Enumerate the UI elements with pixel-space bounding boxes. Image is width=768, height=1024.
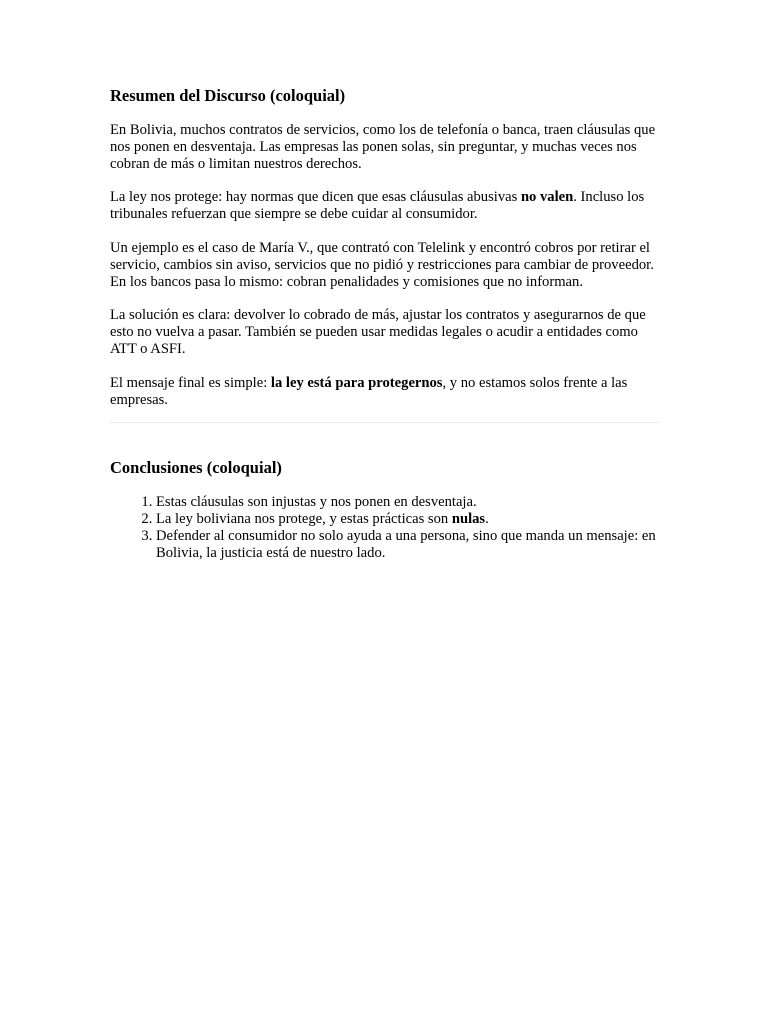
conclusions-item-3-text: Defender al consumidor no solo ayuda a una persona, sino que manda un mensaje: en Bolivia, la justicia está de nuestro lado. [156, 527, 656, 561]
conclusions-list-item-2 [156, 511, 660, 528]
conclusions-item-2-text-end: . [485, 511, 489, 528]
summary-paragraph-4-text: La solución es clara: devolver lo cobrado de más, ajustar los contratos y asegurarnos de que esto no vuelva a pasar. También se pueden usar medidas legales o acudir a entidades como ATT o ASFI. [110, 307, 646, 357]
conclusions-item-1-text: Estas cláusulas son injustas y nos ponen en desventaja. [156, 494, 477, 511]
summary-paragraph-1 [110, 122, 660, 172]
summary-paragraph-2-text-start: La ley nos protege: hay normas que dicen que esas cláusulas abusivas [110, 189, 521, 206]
conclusions-item-2-text-start: La ley boliviana nos protege, y estas prácticas son [156, 511, 452, 528]
summary-paragraph-5-emphasis: la ley está para protegernos [270, 374, 443, 391]
summary-paragraph-3-text: Un ejemplo es el caso de María V., que contrató con Telelink y encontró cobros por retirar el servicio, cambios sin aviso, servicios que no pidió y restricciones para cambiar de proveedor. En los bancos pasa lo mismo: cobran penalidades y comisiones que no informan. [110, 239, 654, 290]
summary-paragraph-5-text-start: El mensaje final es simple: [110, 374, 271, 391]
conclusions-item-2-emphasis: nulas [451, 511, 486, 528]
conclusions-list-item-1 [156, 494, 660, 511]
summary-paragraph-2-text-end: . Incluso los tribunales refuerzan que siempre se debe cuidar al consumidor. [110, 189, 645, 223]
summary-paragraph-5 [110, 375, 660, 409]
summary-paragraph-2-emphasis: no valen [520, 189, 574, 206]
summary-paragraph-4 [110, 307, 660, 357]
section-divider [110, 422, 660, 423]
summary-paragraph-1-text: En Bolivia, muchos contratos de servicios, como los de telefonía o banca, traen cláusulas que nos ponen en desventaja. Las empresas las ponen solas, sin preguntar, y muchas veces nos cobran de más o limitan nuestros derechos. [110, 122, 656, 172]
conclusions-list-item-3 [156, 528, 660, 562]
summary-paragraph-3 [110, 240, 660, 290]
summary-paragraph-2 [110, 189, 660, 223]
summary-heading: Resumen del Discurso (coloquial) [110, 86, 346, 105]
conclusions-heading: Conclusiones (coloquial) [110, 458, 282, 478]
summary-paragraph-5-text-end: , y no estamos solos frente a las empresas. [110, 374, 628, 408]
conclusions-list [110, 494, 660, 561]
document-page [110, 86, 660, 562]
